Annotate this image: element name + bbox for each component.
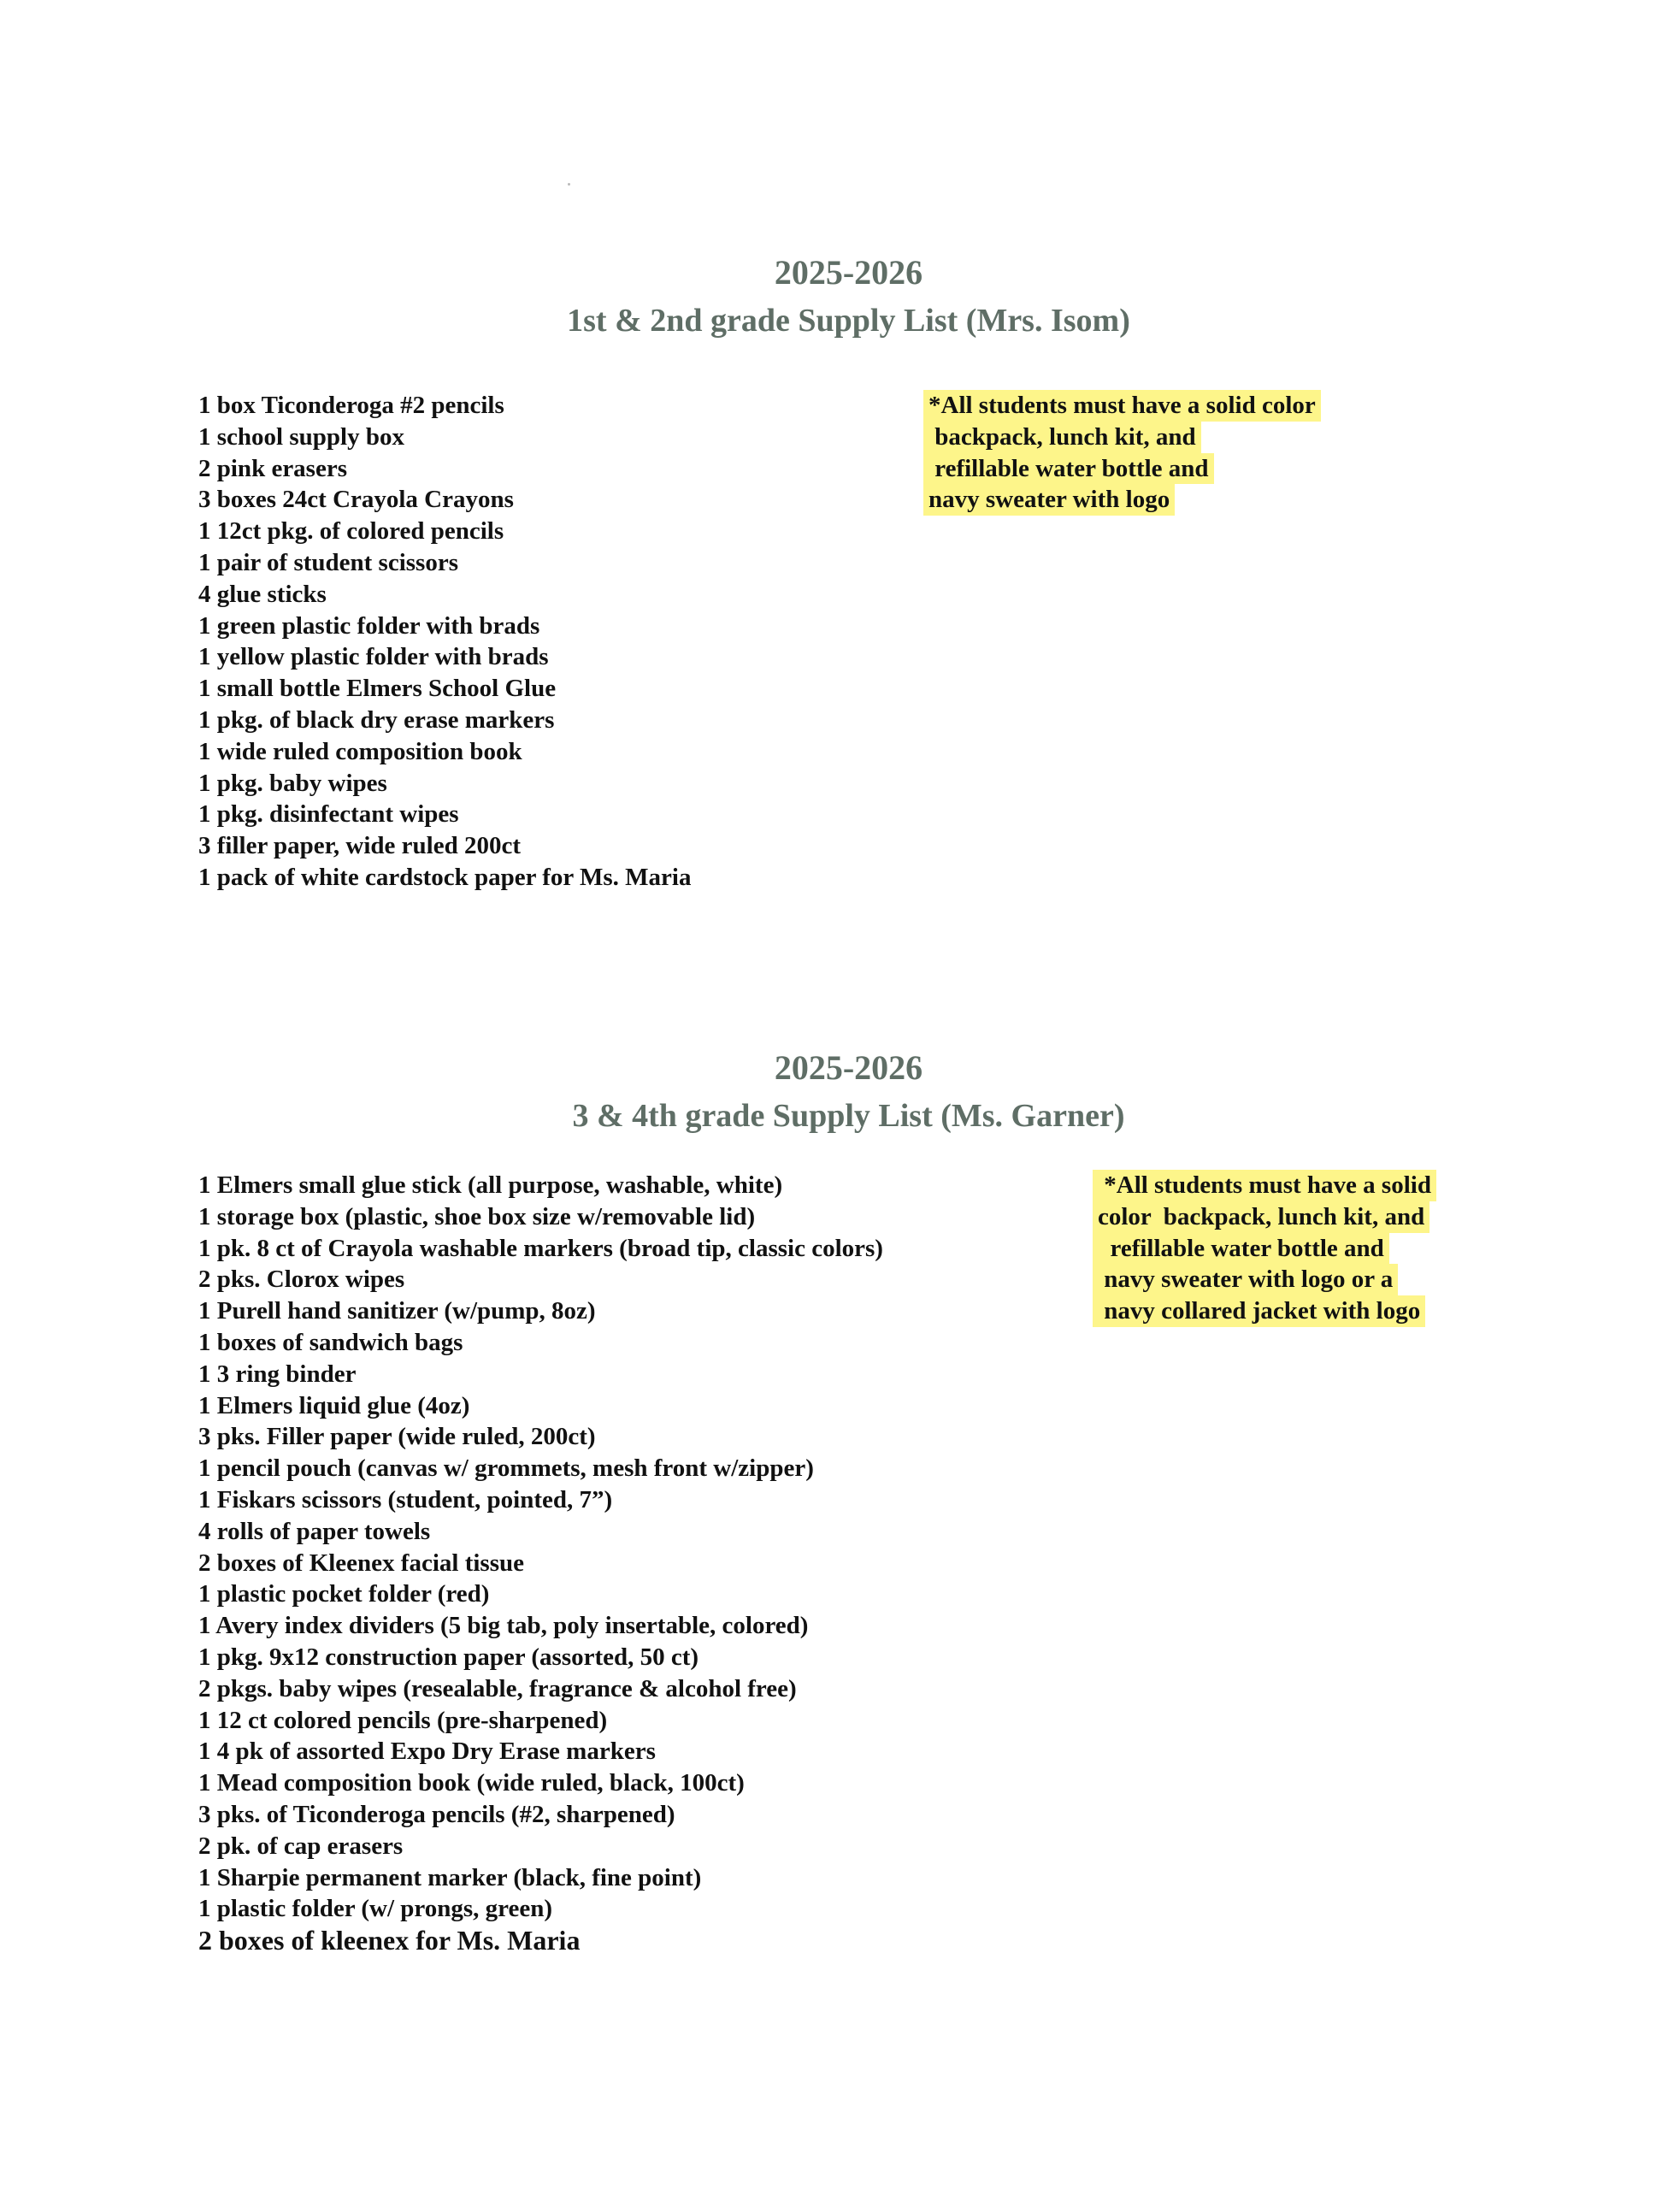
supply-item: 1 wide ruled composition book	[198, 737, 522, 765]
supply-item: 2 pks. Clorox wipes	[198, 1266, 405, 1294]
supply-item: 1 school supply box	[198, 422, 404, 451]
supply-item: 1 pair of student scissors	[198, 548, 458, 576]
supply-item: 2 pkgs. baby wipes (resealable, fragrance & alcohol free)	[198, 1674, 797, 1702]
section-year: 2025-2026	[774, 253, 923, 292]
supply-item: 3 pks. of Ticonderoga pencils (#2, sharpened)	[198, 1800, 675, 1828]
note-line: refillable water bottle and	[1093, 1233, 1389, 1265]
note-line: *All students must have a solid color	[923, 390, 1321, 422]
supply-item: 4 glue sticks	[198, 580, 327, 608]
supply-item: 1 plastic folder (w/ prongs, green)	[198, 1895, 553, 1923]
supply-item: 1 12 ct colored pencils (pre-sharpened)	[198, 1706, 608, 1734]
note-line: refillable water bottle and	[923, 453, 1214, 485]
supply-item: 1 Avery index dividers (5 big tab, poly insertable, colored)	[198, 1612, 809, 1640]
supply-item: 1 pkg. of black dry erase markers	[198, 705, 555, 734]
supply-item: 1 pkg. baby wipes	[198, 769, 387, 797]
scan-speck	[568, 183, 570, 186]
supply-item: 1 box Ticonderoga #2 pencils	[198, 392, 504, 419]
note-line: navy sweater with logo or a	[1093, 1264, 1398, 1295]
note-line: *All students must have a solid	[1093, 1170, 1436, 1201]
note-line: backpack, lunch kit, and	[923, 422, 1201, 453]
supply-item: 1 pack of white cardstock paper for Ms. Maria	[198, 863, 692, 891]
supply-item: 1 pkg. 9x12 construction paper (assorted, 50 ct)	[198, 1643, 699, 1671]
highlighted-note	[1093, 1170, 1436, 1327]
supply-item: 1 Elmers liquid glue (4oz)	[198, 1391, 470, 1419]
supply-list-section-1	[0, 248, 1680, 891]
section-year: 2025-2026	[774, 1048, 923, 1087]
supply-item: 1 Purell hand sanitizer (w/pump, 8oz)	[198, 1297, 596, 1325]
supply-item: 3 boxes 24ct Crayola Crayons	[198, 486, 514, 514]
supply-item: 1 small bottle Elmers School Glue	[198, 675, 557, 703]
supply-item: 1 Elmers small glue stick (all purpose, washable, white)	[198, 1171, 783, 1199]
note-line: navy collared jacket with logo	[1093, 1295, 1425, 1327]
highlighted-note	[923, 390, 1321, 516]
supply-item: 1 pencil pouch (canvas w/ grommets, mesh front w/zipper)	[198, 1454, 814, 1483]
supply-list-section-2	[0, 1043, 1680, 1956]
supply-item: 1 4 pk of assorted Expo Dry Erase markers	[198, 1738, 656, 1766]
supply-items-list	[198, 390, 691, 894]
supply-item: 1 yellow plastic folder with brads	[198, 643, 549, 671]
supply-item: 2 pink erasers	[198, 454, 347, 482]
supply-item: 1 boxes of sandwich bags	[198, 1328, 463, 1356]
supply-item: 3 filler paper, wide ruled 200ct	[198, 832, 521, 860]
supply-item: 1 green plastic folder with brads	[198, 611, 540, 640]
supply-item: 4 rolls of paper towels	[198, 1517, 431, 1545]
section-title: 1st & 2nd grade Supply List (Mrs. Isom)	[567, 303, 1130, 339]
supply-items-list	[198, 1170, 883, 1956]
supply-item: 1 storage box (plastic, shoe box size w/removable lid)	[198, 1202, 756, 1230]
supply-item: 1 pkg. disinfectant wipes	[198, 800, 459, 829]
supply-item: 1 Sharpie permanent marker (black, fine point)	[198, 1863, 702, 1891]
supply-item: 1 Fiskars scissors (student, pointed, 7”)	[198, 1485, 613, 1513]
supply-item: 1 Mead composition book (wide ruled, black, 100ct)	[198, 1769, 745, 1797]
section-title: 3 & 4th grade Supply List (Ms. Garner)	[572, 1098, 1125, 1134]
supply-item: 3 pks. Filler paper (wide ruled, 200ct)	[198, 1423, 596, 1451]
supply-item: 2 boxes of Kleenex facial tissue	[198, 1549, 524, 1577]
supply-item: 2 boxes of kleenex for Ms. Maria	[198, 1925, 581, 1956]
supply-item: 1 3 ring binder	[198, 1360, 357, 1388]
supply-item: 1 plastic pocket folder (red)	[198, 1580, 490, 1608]
supply-item: 1 pk. 8 ct of Crayola washable markers (broad tip, classic colors)	[198, 1234, 883, 1262]
supply-item: 1 12ct pkg. of colored pencils	[198, 517, 504, 546]
note-line: color backpack, lunch kit, and	[1093, 1201, 1429, 1233]
note-line: navy sweater with logo	[923, 484, 1175, 516]
supply-item: 2 pk. of cap erasers	[198, 1832, 404, 1860]
